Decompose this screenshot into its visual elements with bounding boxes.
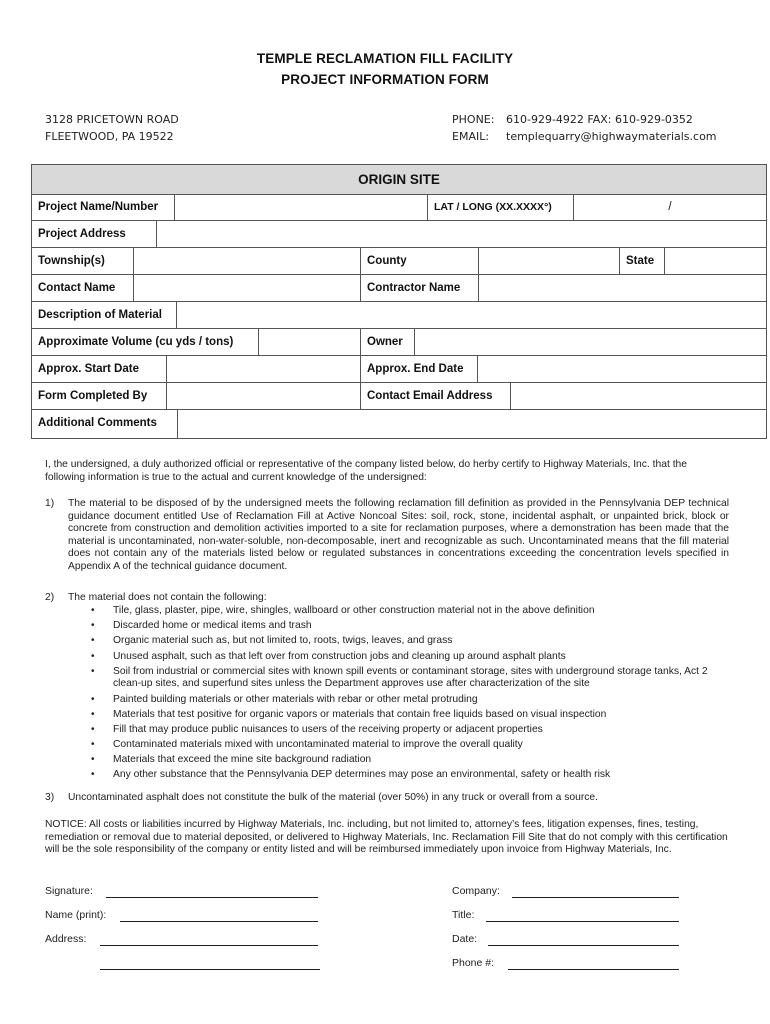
date-label: Date: xyxy=(452,933,478,945)
list-item: • Any other substance that the Pennsylvania DEP determines may pose an environmental, safety or health risk xyxy=(91,769,731,782)
completed-by-input[interactable] xyxy=(167,383,361,409)
contact-name-label: Contact Name xyxy=(32,275,134,301)
email-line xyxy=(452,130,717,143)
state-label: State xyxy=(620,248,665,274)
comments-input[interactable] xyxy=(178,410,766,438)
contractor-name-input[interactable] xyxy=(479,275,766,301)
contact-email-input[interactable] xyxy=(511,383,766,409)
project-address-label: Project Address xyxy=(32,221,157,247)
email-label: EMAIL: xyxy=(452,130,490,143)
project-name-input[interactable] xyxy=(175,194,428,220)
company-line[interactable] xyxy=(512,897,679,898)
list-item: • Materials that test positive for organic vapors or materials that contain free liquids based on visual inspection xyxy=(91,709,731,722)
list-item: • Unused asphalt, such as that left over from construction jobs and cleaning up around asphalt plants xyxy=(91,651,731,664)
list-item: • Fill that may produce public nuisances to users of the receiving property or adjacent properties xyxy=(91,724,731,737)
form-title-line2: PROJECT INFORMATION FORM xyxy=(281,72,489,87)
completed-by-label: Form Completed By xyxy=(32,383,167,409)
name-print-label: Name (print): xyxy=(45,909,107,921)
title-label: Title: xyxy=(452,909,475,921)
origin-site-heading: ORIGIN SITE xyxy=(32,165,766,195)
phone-number-line[interactable] xyxy=(508,969,679,970)
certification-intro: I, the undersigned, a duly authorized official or representative of the company listed below, do herby certify to Highway Materials, Inc. that the following information is true to the actual and current knowledge of the undersigned: xyxy=(45,459,688,483)
project-name-label: Project Name/Number xyxy=(32,194,175,220)
item2-number: 2) xyxy=(45,592,55,603)
table-row xyxy=(32,410,766,438)
address-line1: 3128 PRICETOWN ROAD xyxy=(45,113,179,126)
list-item: • Materials that exceed the mine site background radiation xyxy=(91,754,731,767)
phone-value: 610-929-4922 FAX: 610-929-0352 xyxy=(506,113,693,126)
comments-label: Additional Comments xyxy=(32,410,178,438)
description-label: Description of Material xyxy=(32,302,177,328)
contact-name-input[interactable] xyxy=(134,275,361,301)
address-label: Address: xyxy=(45,933,87,945)
lat-long-label: LAT / LONG (XX.XXXX°) xyxy=(428,194,574,220)
table-row xyxy=(32,356,766,383)
date-line[interactable] xyxy=(488,945,679,946)
email-value: templequarry@highwaymaterials.com xyxy=(506,130,717,143)
table-row xyxy=(32,275,766,302)
start-date-label: Approx. Start Date xyxy=(32,356,167,382)
lat-long-input[interactable] xyxy=(574,194,766,220)
title-line[interactable] xyxy=(486,921,679,922)
notice-text: NOTICE: All costs or liabilities incurred by Highway Materials, Inc. including, but not limited to, attorney’s fees, litigation expenses, fines, testing, remediation or removal due to material deposited, or delivered to Highway Materials, Inc. Reclamation Fill Site that do not comply with this certification will be the sole responsibility of the company or entity listed and will be reimbursed immediately upon invoice from Highway Materials, Inc. xyxy=(45,819,728,856)
table-row xyxy=(32,194,766,221)
contractor-name-label: Contractor Name xyxy=(361,275,479,301)
item3-number: 3) xyxy=(45,792,55,803)
form-title-line1: TEMPLE RECLAMATION FILL FACILITY xyxy=(256,51,514,66)
address-line[interactable] xyxy=(100,945,318,946)
phone-label: PHONE: xyxy=(452,113,495,126)
list-item: • Contaminated materials mixed with uncontaminated material to improve the overall quality xyxy=(91,739,731,752)
start-date-input[interactable] xyxy=(167,356,361,382)
item1-text: The material to be disposed of by the undersigned meets the following reclamation fill definition as provided in the Pennsylvania DEP technical guidance document entitled Use of Reclamation Fill at Active Noncoal Sites: soil, rock, stone, incidental asphalt, or unpainted brick, block or concrete from construction and demolition activities imported to a site for reclamation purposes, where a demonstration has been made that the material is uncontaminated, non-water-soluble, non-decomposable, inert and recognizable as such. Uncontaminated means that the fill material does not contain any of the materials listed below or regulated substances in concentrations exceeding the concentration levels specified in Appendix A of the technical guidance document. xyxy=(68,498,729,572)
name-print-line[interactable] xyxy=(120,921,318,922)
excluded-materials-list xyxy=(91,605,731,785)
end-date-label: Approx. End Date xyxy=(361,356,478,382)
origin-site-table xyxy=(31,164,767,439)
project-address-input[interactable] xyxy=(157,221,766,247)
owner-label: Owner xyxy=(361,329,415,355)
list-item: • Organic material such as, but not limited to, roots, twigs, leaves, and grass xyxy=(91,635,731,648)
county-label: County xyxy=(361,248,479,274)
county-input[interactable] xyxy=(479,248,620,274)
list-item: • Soil from industrial or commercial sites with known spill events or contaminant storage, sites with underground storage tanks, Act 2 clean-up sites, and superfund sites unless the Department approves use after characterization of the site xyxy=(91,666,731,691)
table-row xyxy=(32,248,766,275)
item3-text: Uncontaminated asphalt does not constitute the bulk of the material (over 50%) in any truck or overall from a source. xyxy=(68,792,598,803)
address-line-2[interactable] xyxy=(100,969,320,970)
company-label: Company: xyxy=(452,885,500,897)
end-date-input[interactable] xyxy=(478,356,766,382)
item1-number: 1) xyxy=(45,498,55,509)
table-row xyxy=(32,329,766,356)
township-input[interactable] xyxy=(134,248,361,274)
signature-line[interactable] xyxy=(106,897,318,898)
list-item: • Tile, glass, plaster, pipe, wire, shingles, wallboard or other construction material not in the above definition xyxy=(91,605,731,618)
item2-text: The material does not contain the following: xyxy=(68,592,267,603)
table-row xyxy=(32,383,766,410)
lat-long-separator: / xyxy=(668,201,672,213)
table-row xyxy=(32,221,766,248)
state-input[interactable] xyxy=(665,248,766,274)
volume-label: Approximate Volume (cu yds / tons) xyxy=(32,329,259,355)
volume-input[interactable] xyxy=(259,329,361,355)
contact-email-label: Contact Email Address xyxy=(361,383,511,409)
township-label: Township(s) xyxy=(32,248,134,274)
phone-line xyxy=(452,113,693,126)
list-item: • Painted building materials or other materials with rebar or other metal protruding xyxy=(91,694,731,707)
owner-input[interactable] xyxy=(415,329,766,355)
table-row xyxy=(32,302,766,329)
phone-number-label: Phone #: xyxy=(452,957,495,969)
description-input[interactable] xyxy=(177,302,766,328)
signature-label: Signature: xyxy=(45,885,93,897)
address-line2: FLEETWOOD, PA 19522 xyxy=(45,130,174,143)
list-item: • Discarded home or medical items and trash xyxy=(91,620,731,633)
